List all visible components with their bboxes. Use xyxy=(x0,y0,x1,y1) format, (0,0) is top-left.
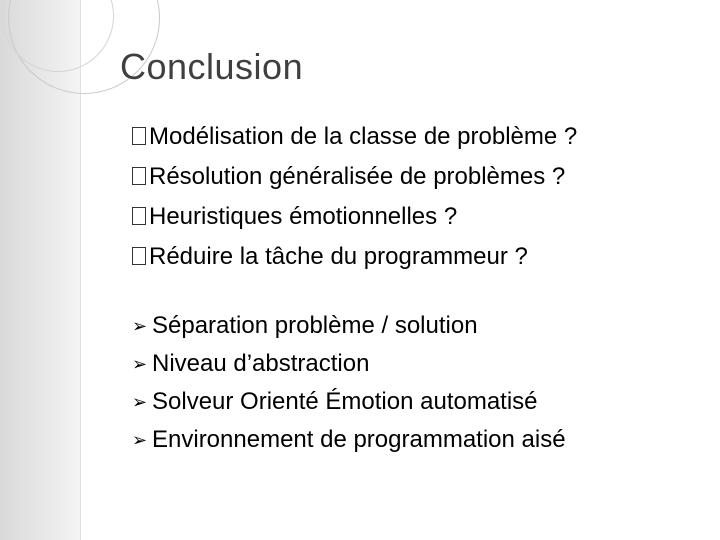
answer-list xyxy=(132,307,566,459)
list-item xyxy=(132,345,566,383)
question-text: Résolution généralisée de problèmes ? xyxy=(149,163,566,190)
question-text: Heuristiques émotionnelles ? xyxy=(149,203,458,230)
arrow-bullet-icon: ➢ xyxy=(132,316,148,336)
box-bullet-icon xyxy=(132,247,146,265)
answer-text: Séparation problème / solution xyxy=(152,312,478,339)
answer-text: Solveur Orienté Émotion automatisé xyxy=(152,388,538,415)
list-item xyxy=(132,117,577,157)
arrow-bullet-icon: ➢ xyxy=(132,430,148,450)
box-bullet-icon xyxy=(132,127,146,145)
list-item xyxy=(132,307,566,345)
arrow-bullet-icon: ➢ xyxy=(132,354,148,374)
list-item xyxy=(132,383,566,421)
slide-title: Conclusion xyxy=(120,46,304,87)
box-bullet-icon xyxy=(132,167,146,185)
question-list xyxy=(132,117,577,277)
list-item xyxy=(132,157,577,197)
question-text: Réduire la tâche du programmeur ? xyxy=(149,243,528,270)
box-bullet-icon xyxy=(132,207,146,225)
list-item xyxy=(132,237,577,277)
list-item xyxy=(132,197,577,237)
list-item xyxy=(132,421,566,459)
answer-text: Environnement de programmation aisé xyxy=(152,426,566,453)
question-text: Modélisation de la classe de problème ? xyxy=(149,123,578,150)
arrow-bullet-icon: ➢ xyxy=(132,392,148,412)
answer-text: Niveau d’abstraction xyxy=(152,350,370,377)
